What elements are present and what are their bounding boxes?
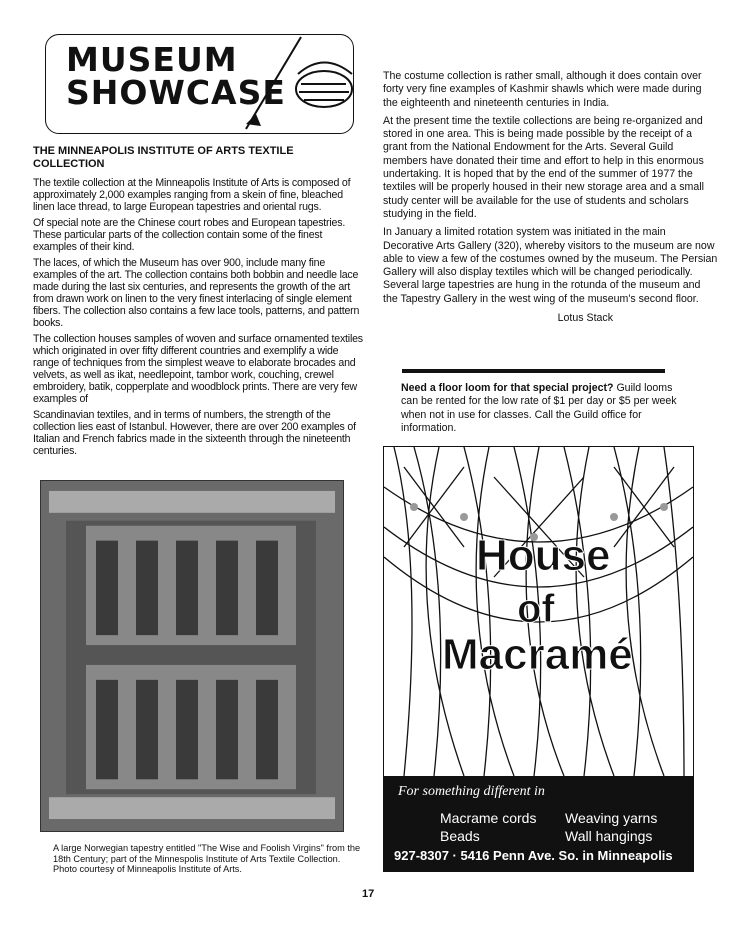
logo-line-2: SHOWCASE (66, 73, 286, 112)
museum-showcase-logo (45, 34, 354, 134)
ad-info-band (384, 776, 693, 871)
loom-notice-text: Guild looms can be rented for the low rate of $1 per day or $5 per week when not in use for classes. Call the Guild office for information. (401, 382, 677, 434)
page-number: 17 (362, 888, 375, 900)
loom-notice-lead: Need a floor loom for that special project? (401, 382, 614, 394)
ad-item: Weaving yarns (565, 810, 658, 826)
ad-item: Wall hangings (565, 828, 653, 844)
author-signature: Lotus Stack (557, 312, 613, 325)
ad-item: Beads (440, 828, 480, 844)
ad-product-list (440, 809, 694, 845)
paragraph: Of special note are the Chinese court robes and European tapestries. These particular parts of the collection contain some of the finest examples of their kind. (33, 217, 346, 253)
photo-caption: A large Norwegian tapestry entitled "The Wise and Foolish Virgins" from the 18th Century; part of the Minnespolis Institute of Arts Textile Collection. Photo courtesy of Minneapolis Institute of Arts. (53, 843, 361, 874)
paragraph: The laces, of which the Museum has over 900, include many fine examples of the art. The collection contains both bobbin and needle lace made during the last six centuries, and represents the growth of the art from drawn work on linen to the very finest interlacing of single element fibers. The collection also contains a few lace tools, patterns, and pattern books. (33, 257, 360, 329)
paragraph: The collection houses samples of woven and surface ornamented textiles which originated in over fifty different countries and exemplify a wide range of techniques from the simplest weave to elaborate brocades and velvets, as well as ikat, needlepoint, tambor work, couching, crewel embroidery, batik, copperplate and woodblock prints. There are very few examples of (33, 333, 363, 405)
logo-line-1: MUSEUM (66, 40, 238, 79)
loom-notice (401, 382, 691, 435)
tapestry-photo (40, 480, 344, 832)
basket-illustration (206, 29, 356, 133)
ad-title-house: House (476, 531, 611, 580)
ad-address: 927-8307 · 5416 Penn Ave. So. in Minneapolis (394, 848, 673, 863)
paragraph: The costume collection is rather small, although it does contain over forty very fine examples of Kashmir shawls which were made during the eighteenth and nineteenth centuries in India. (383, 70, 702, 109)
house-of-macrame-ad (383, 446, 694, 872)
paragraph: The textile collection at the Minneapolis Institute of Arts is composed of approximately 2,000 examples ranging from a skein of fine, bleached linen lace thread, to large European tapestries and oriental rugs. (33, 177, 351, 213)
ad-title-of: of (517, 587, 555, 631)
right-column (383, 70, 718, 325)
paragraph: In January a limited rotation system was initiated in the main Decorative Arts Gallery (320), whereby visitors to the museum are now able to view a few of the costumes owned by the museum. The Persian Gallery will also display textiles which will be changed periodically. Several large tapestries are hung in the rotunda of the museum and the Tapestry Gallery in the west wing of the museum's second floor. (383, 226, 718, 305)
paragraph: Scandinavian textiles, and in terms of numbers, the strength of the collection lies east of Istanbul. However, there are over 200 examples of Italian and French fabrics made in the sixteenth through the nineteenth centuries. (33, 409, 356, 457)
ad-tagline: For something different in (398, 784, 545, 799)
ad-item: Macrame cords (440, 810, 537, 826)
ad-title-macrame: Macramé (442, 630, 633, 679)
left-column (33, 145, 365, 461)
divider (402, 369, 665, 373)
paragraph: At the present time the textile collections are being re-organized and stored in one area. This is being made possible by the receipt of a grant from the National Endowment for the Arts. Several Guild members have donated their time and effort to help in this enormous undertaking. It is hoped that by the end of the summer of 1977 the textiles will be properly housed in their new storage area and a small study center will be available for the use of students and scholars studying in the field. (383, 114, 704, 220)
article-heading: THE MINNEAPOLIS INSTITUTE OF ARTS TEXTILE COLLECTION (33, 145, 294, 170)
